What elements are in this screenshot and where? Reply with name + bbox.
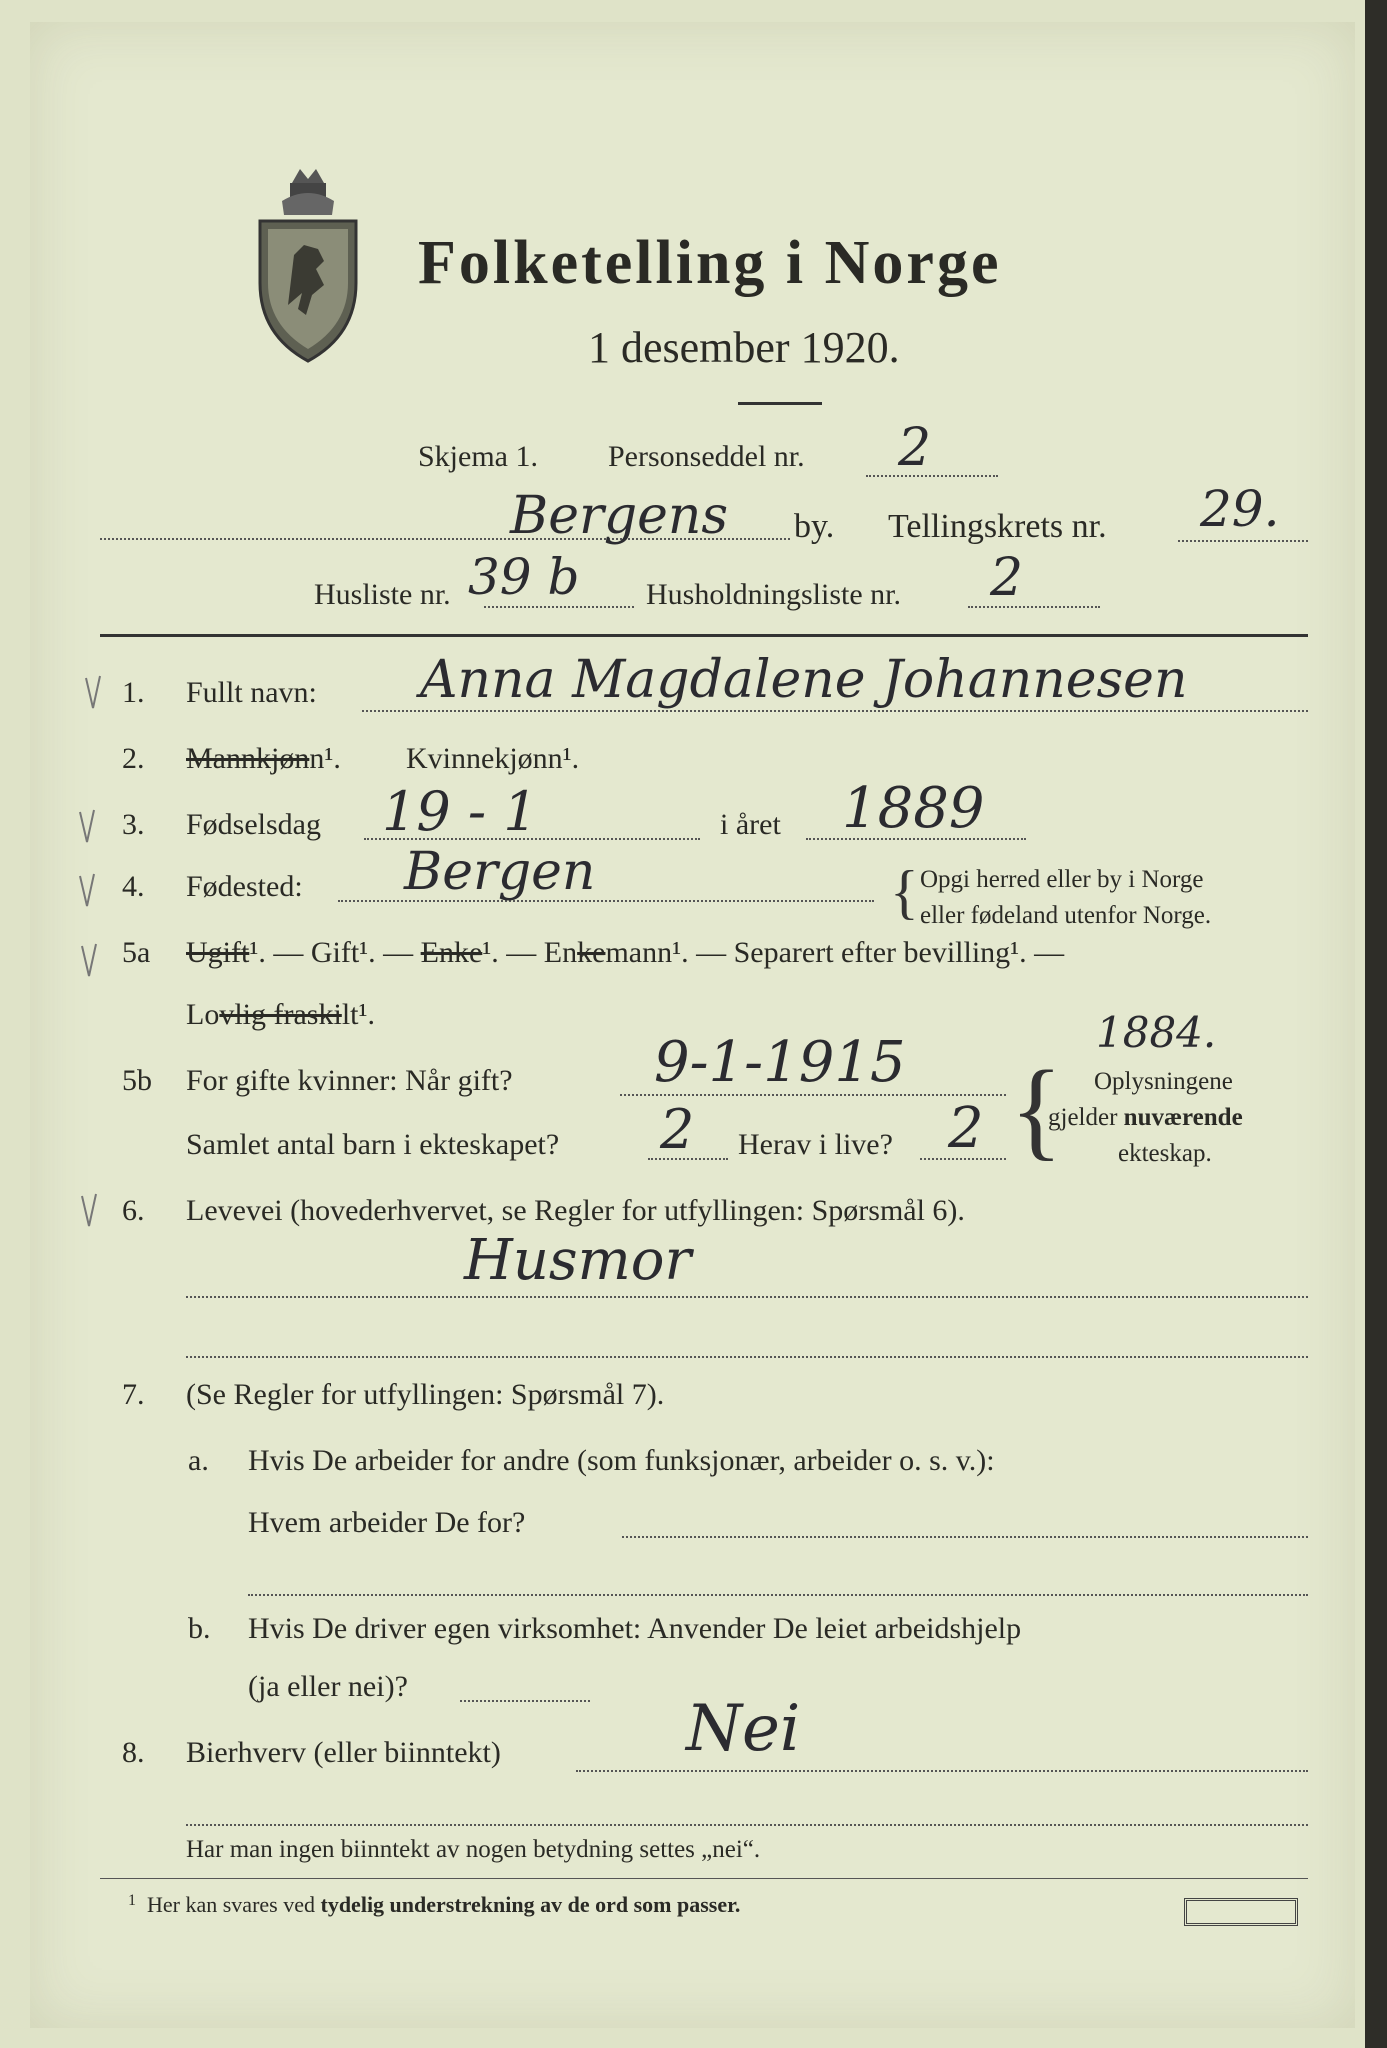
q7b-line	[460, 1700, 590, 1702]
q1-line	[362, 710, 1308, 712]
husliste-value: 39 b	[468, 548, 580, 606]
q5b-brace: {	[1010, 1048, 1063, 1170]
q5b-alive-label: Herav i live?	[738, 1128, 893, 1161]
q5a-line2: Lovlig fraskilt¹.	[186, 998, 375, 1031]
city-label: by.	[794, 508, 835, 545]
tellingskrets-label: Tellingskrets nr.	[888, 508, 1107, 545]
q5b-label: For gifte kvinner: Når gift?	[186, 1064, 513, 1097]
schema-label: Skjema 1.	[418, 440, 538, 473]
q7a-line2	[248, 1594, 1308, 1596]
q7a-line1	[622, 1536, 1308, 1538]
q5a-line1: Ugift¹. — Gift¹. — Enke¹. — Enkemann¹. — Separert efter bevilling¹. —	[186, 936, 1065, 969]
q4-brace: {	[890, 859, 919, 925]
q8-line2	[186, 1824, 1308, 1826]
husholdningsliste-label: Husholdningsliste nr.	[646, 578, 902, 611]
q4-note-line2: eller fødeland utenfor Norge.	[920, 902, 1212, 929]
footnote: $^1$ Her kan svares ved tydelig understrekning av de ord som passer.	[128, 1892, 741, 1917]
header-rule	[100, 634, 1308, 637]
q7-number: 7.	[122, 1378, 145, 1411]
q4-value: Bergen	[404, 842, 596, 902]
q5b-note-line1: Oplysningene	[1094, 1068, 1233, 1095]
husliste-line	[484, 606, 634, 608]
check-mark-icon	[78, 808, 96, 846]
q1-label: Fullt navn:	[186, 676, 317, 709]
q4-label: Fødested:	[186, 870, 303, 903]
q5b-alive-value: 2	[948, 1096, 984, 1161]
title-rule	[738, 402, 822, 405]
q3-number: 3.	[122, 808, 145, 841]
tellingskrets-value: 29.	[1200, 480, 1280, 538]
check-mark-icon	[84, 674, 102, 712]
q7a-question: Hvem arbeider De for?	[248, 1506, 526, 1539]
q3-year-label: i året	[720, 808, 781, 841]
husliste-label: Husliste nr.	[314, 578, 451, 611]
q8-line1	[576, 1770, 1308, 1772]
husholdningsliste-value: 2	[990, 548, 1024, 608]
q5b-extra-note: 1884.	[1096, 1008, 1217, 1057]
q3-day-value: 19 - 1	[382, 780, 538, 843]
q7b-letter: b.	[188, 1612, 211, 1645]
q5b-note-line3: ekteskap.	[1118, 1140, 1212, 1167]
q2-male: Mannkjønn¹.	[186, 742, 341, 775]
form-title: Folketelling i Norge	[418, 229, 1002, 297]
q8-label: Bierhverv (eller biinntekt)	[186, 1736, 501, 1769]
q1-number: 1.	[122, 676, 145, 709]
q5a-number: 5a	[122, 936, 151, 969]
tellingskrets-line	[1178, 540, 1308, 542]
q6-line2	[186, 1356, 1308, 1358]
coat-of-arms-icon	[252, 165, 364, 365]
q7b-text: Hvis De driver egen virksomhet: Anvender De leiet arbeidshjelp	[248, 1612, 1022, 1645]
check-mark-icon	[78, 872, 96, 910]
q7a-letter: a.	[188, 1444, 209, 1477]
q5b-children-label: Samlet antal barn i ekteskapet?	[186, 1128, 560, 1161]
q3-label: Fødselsdag	[186, 808, 321, 841]
q5b-married-value: 9-1-1915	[654, 1030, 906, 1095]
q6-value: Husmor	[464, 1228, 692, 1293]
q1-value: Anna Magdalene Johannesen	[420, 650, 1188, 710]
scan-edge	[1365, 0, 1387, 2048]
q6-number: 6.	[122, 1194, 145, 1227]
q2-number: 2.	[122, 742, 145, 775]
q3-year-value: 1889	[842, 776, 985, 841]
q4-note-line1: Opgi herred eller by i Norge	[920, 866, 1204, 893]
printer-stamp	[1184, 1898, 1298, 1926]
q8-note: Har man ingen biinntekt av nogen betydning settes „nei“.	[186, 1836, 761, 1863]
q5b-note-line2: gjelder nuværende	[1048, 1104, 1243, 1131]
q6-line1	[186, 1296, 1308, 1298]
q6-label: Levevei (hovederhvervet, se Regler for utfyllingen: Spørsmål 6).	[186, 1194, 965, 1227]
q7a-text: Hvis De arbeider for andre (som funksjonær, arbeider o. s. v.):	[248, 1444, 995, 1477]
footnote-rule	[100, 1878, 1308, 1879]
personseddel-value: 2	[898, 418, 932, 478]
census-date: 1 desember 1920.	[588, 323, 900, 372]
q7b-question: (ja eller nei)?	[248, 1670, 408, 1703]
husholdningsliste-line	[968, 606, 1100, 608]
personseddel-label: Personseddel nr.	[608, 440, 805, 473]
personseddel-line	[866, 475, 998, 477]
q5b-children-value: 2	[660, 1098, 695, 1161]
check-mark-icon	[80, 1192, 98, 1230]
q8-value: Nei	[686, 1692, 801, 1766]
q7-label: (Se Regler for utfyllingen: Spørsmål 7).	[186, 1378, 665, 1411]
q4-number: 4.	[122, 870, 145, 903]
check-mark-icon	[80, 942, 98, 980]
q8-number: 8.	[122, 1736, 145, 1769]
q2-female: Kvinnekjønn¹.	[406, 742, 580, 775]
city-value: Bergens	[510, 486, 729, 546]
q5b-number: 5b	[122, 1064, 152, 1097]
